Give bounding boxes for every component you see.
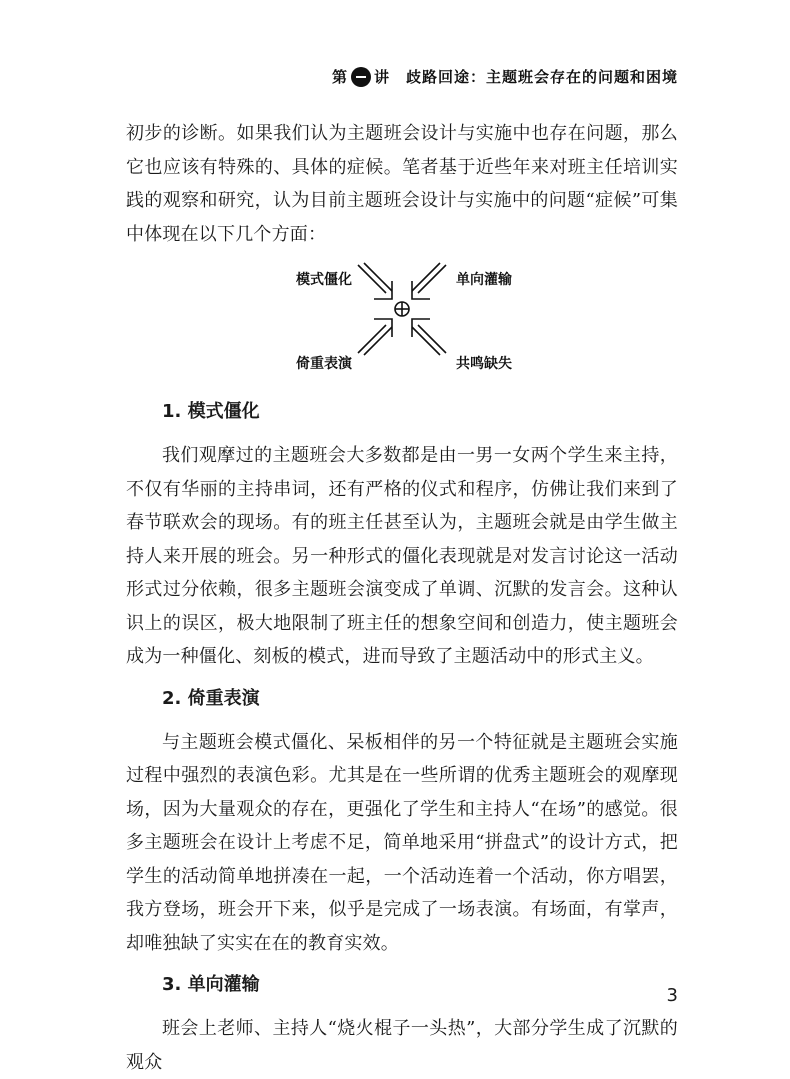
- diagram-label-top-left: 模式僵化: [296, 272, 352, 288]
- diagram-label-top-right: 单向灌输: [456, 272, 512, 288]
- section-body-2: 与主题班会模式僵化、呆板相伴的另一个特征就是主题班会实施过程中强烈的表演色彩。尤其是在一些所谓的优秀主题班会的观摩现场，因为大量观众的存在，更强化了学生和主持人“在场”的感觉。很多主题班会在设计上考虑不足，简单地采用“拼盘式”的设计方式，把学生的活动简单地拼凑在一起，一个活动连着一个活动，你方唱罢，我方登场，班会开下来，似乎是完成了一场表演。有场面，有掌声，却唯独缺了实实在在的教育实效。: [126, 731, 678, 954]
- section-heading-1: 1. 模式僵化: [162, 401, 260, 422]
- chapter-one-mark-icon: [351, 67, 371, 87]
- section-body-1: 我们观摩过的主题班会大多数都是由一男一女两个学生来主持，不仅有华丽的主持串词，还有严格的仪式和程序，仿佛让我们来到了春节联欢会的现场。有的班主任甚至认为，主题班会就是由学生做主持人来开展的班会。另一种形式的僵化表现就是对发言讨论这一活动形式过分依赖，很多主题班会演变成了单调、沉默的发言会。这种认识上的误区，极大地限制了班主任的想象空间和创造力，使主题班会成为一种僵化、刻板的模式，进而导致了主题活动中的形式主义。: [126, 445, 678, 667]
- symptom-diagram: [126, 255, 678, 383]
- chapter-title: 歧路回途：主题班会存在的问题和困境: [405, 68, 678, 86]
- arrow-bottom-right-icon: [412, 319, 446, 355]
- section-body-3: 班会上老师、主持人“烧火棍子一头热”，大部分学生成了沉默的观众: [126, 1018, 678, 1073]
- diagram-label-bottom-right: 共鸣缺失: [456, 356, 512, 372]
- page-content: [126, 117, 678, 1079]
- intro-paragraph: 初步的诊断。如果我们认为主题班会设计与实施中也存在问题，那么它也应该有特殊的、具体的症候。笔者基于近些年来对班主任培训实践的观察和研究，认为目前主题班会设计与实施中的问题“症候”可集中体现在以下几个方面：: [126, 123, 678, 245]
- running-header: [332, 66, 678, 87]
- arrow-bottom-left-icon: [358, 319, 392, 355]
- arrow-top-right-icon: [412, 263, 446, 299]
- diagram-label-bottom-left: 倚重表演: [296, 356, 352, 372]
- section-heading-3: 3. 单向灌输: [162, 974, 260, 995]
- chapter-suffix: 讲: [373, 68, 390, 86]
- section-heading-2: 2. 倚重表演: [162, 687, 260, 709]
- arrow-top-left-icon: [358, 263, 392, 299]
- center-target-icon: [395, 302, 409, 316]
- chapter-prefix: 第: [331, 68, 348, 86]
- converging-arrows-icon: [352, 259, 452, 359]
- page-number: 3: [666, 985, 678, 1006]
